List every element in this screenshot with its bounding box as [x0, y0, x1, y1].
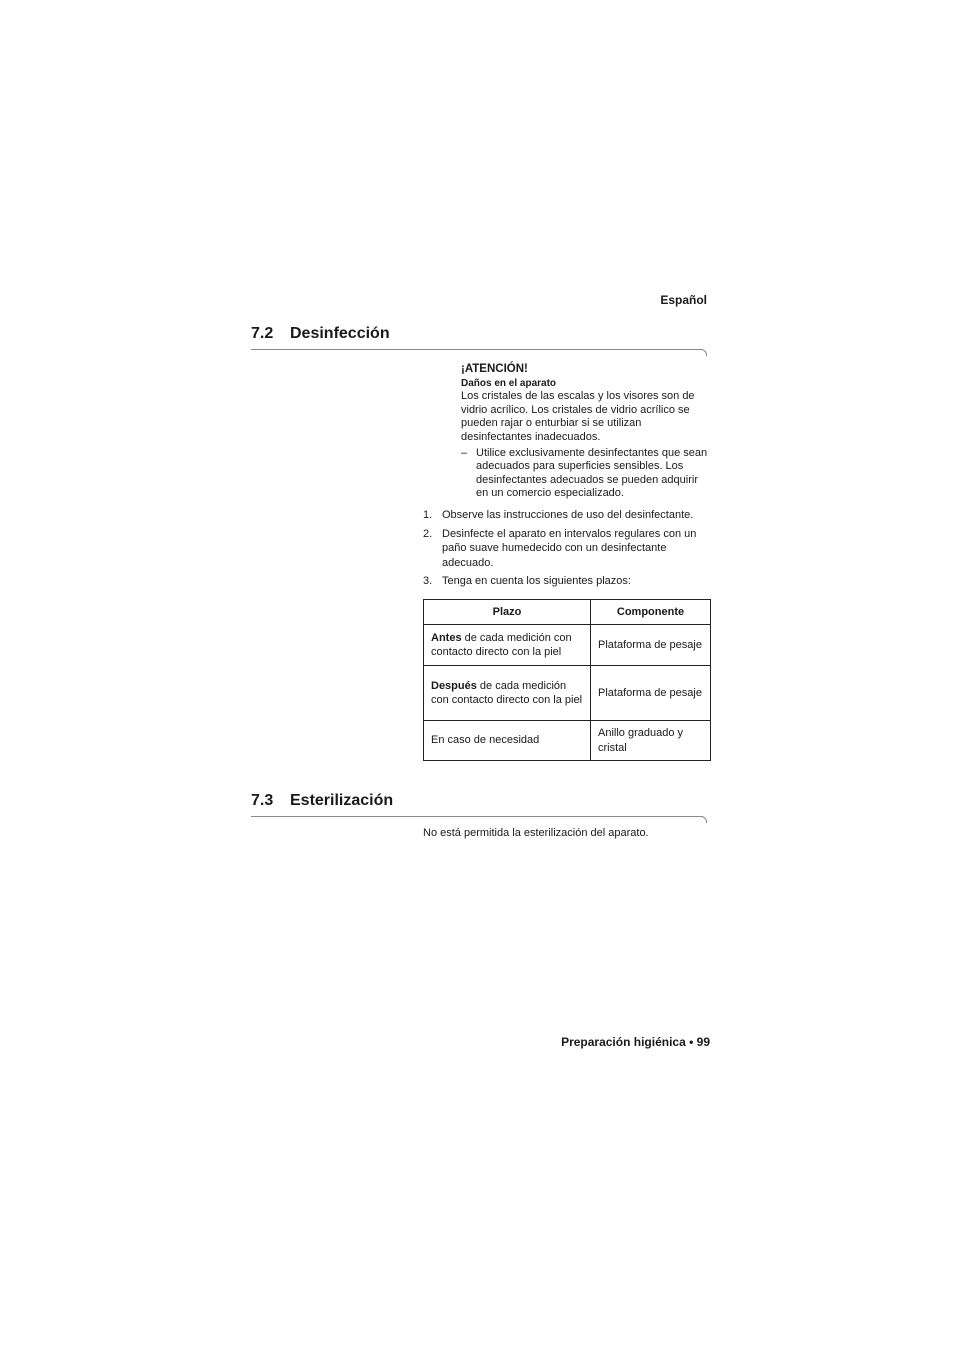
- list-item: [423, 574, 713, 589]
- table-header-row: [424, 600, 711, 625]
- section-heading-7-3: [251, 792, 393, 810]
- plazo-bold: Después: [431, 679, 477, 692]
- column-header-componente: Componente: [591, 600, 711, 625]
- list-item: [423, 508, 713, 523]
- step-number: 1.: [423, 509, 433, 521]
- step-text: Desinfecte el aparato en intervalos regulares con un paño suave humedecido con un desinfectante adecuado.: [442, 527, 697, 569]
- plazo-cell: [424, 625, 591, 666]
- column-header-plazo: Plazo: [424, 600, 591, 625]
- componente-cell: Plataforma de pesaje: [591, 666, 711, 721]
- dash-marker: –: [461, 446, 468, 459]
- section-number: 7.3: [251, 792, 274, 809]
- componente-cell: Plataforma de pesaje: [591, 625, 711, 666]
- rule-hook: [700, 349, 707, 356]
- plazo-cell: [424, 666, 591, 721]
- section-number: 7.2: [251, 325, 274, 342]
- plazo-cell: [424, 721, 591, 761]
- plazo-rest: de cada medición con contacto directo con la piel: [431, 679, 583, 706]
- step-number: 3.: [423, 575, 433, 587]
- plazo-rest: de cada medición con contacto directo con la piel: [431, 631, 572, 658]
- step-number: 2.: [423, 527, 433, 540]
- warning-text: Los cristales de las escalas y los visores son de vidrio acrílico. Los cristales de vidrio acrílico se pueden rajar o enturbiar si se utilizan desinfectantes inadecuados.: [461, 390, 695, 443]
- section-title: Desinfección: [290, 325, 390, 342]
- section-title: Esterilización: [290, 792, 394, 809]
- section-heading-7-2: [251, 325, 390, 343]
- rule-hook: [700, 816, 707, 823]
- componente-cell: Anillo graduado y cristal: [591, 721, 711, 761]
- section-rule: [251, 349, 703, 350]
- steps-list: [423, 508, 713, 593]
- step-text: Observe las instrucciones de uso del desinfectante.: [442, 509, 694, 521]
- step-text: Tenga en cuenta los siguientes plazos:: [442, 575, 631, 587]
- plazo-rest: En caso de necesidad: [431, 734, 540, 747]
- warning-dash-item: [461, 447, 711, 501]
- warning-subtitle: Daños en el aparato: [461, 377, 557, 389]
- table-row: [424, 625, 711, 666]
- table-row: [424, 666, 711, 721]
- schedule-table: [423, 599, 711, 761]
- warning-item-text: Utilice exclusivamente desinfectantes que sean adecuados para superficies sensibles. Los desinfectantes adecuados se pueden adquirir en un comercio especializado.: [476, 446, 708, 500]
- list-item: [423, 527, 713, 571]
- sterilization-text: No está permitida la esterilización del aparato.: [423, 827, 649, 839]
- language-label: Español: [660, 293, 707, 307]
- warning-title: ¡ATENCIÓN!: [461, 363, 528, 375]
- section-rule: [251, 816, 703, 817]
- warning-box: [461, 363, 711, 501]
- plazo-bold: Antes: [431, 631, 462, 644]
- table-row: [424, 721, 711, 761]
- page-footer: Preparación higiénica • 99: [561, 1035, 710, 1049]
